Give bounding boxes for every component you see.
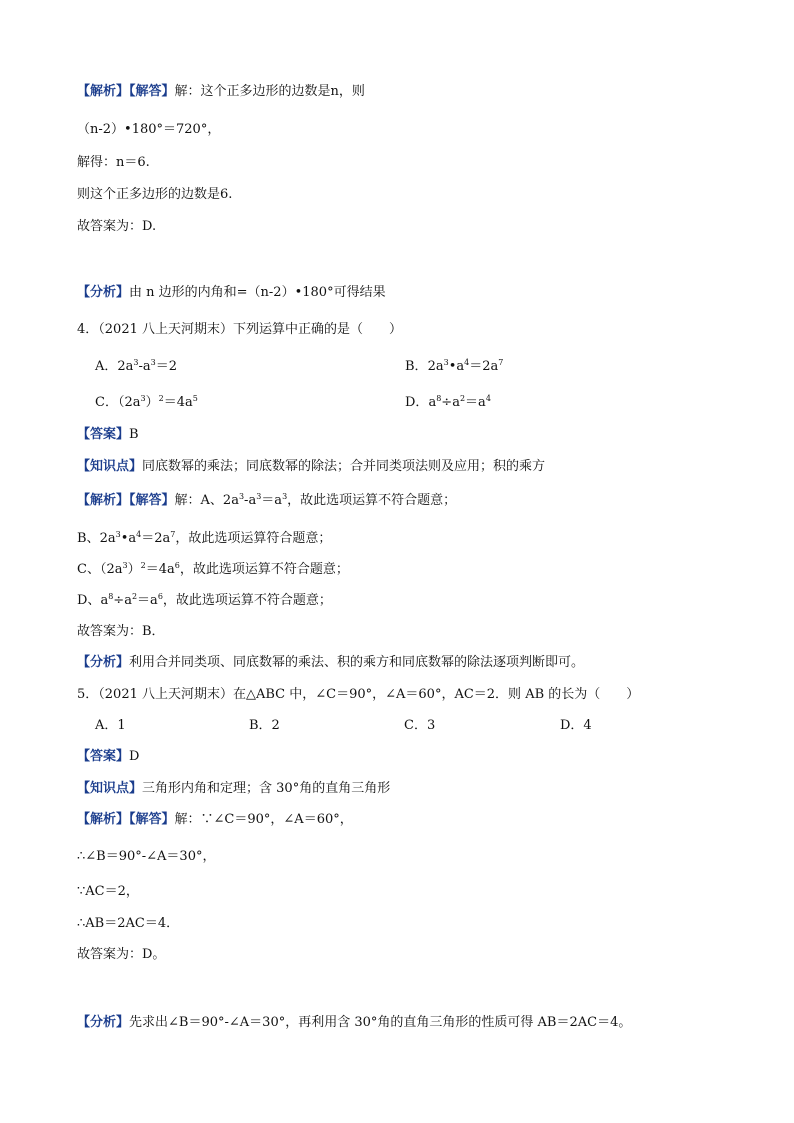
q4-answer [77, 426, 139, 444]
option-c-label: C． [95, 395, 118, 410]
q5-conclusion: 故答案为：D。 [77, 947, 166, 962]
q3-equation: （n-2）•180°＝720°， [77, 122, 221, 137]
q4-conclusion: 故答案为：B． [77, 624, 165, 639]
q4-option-b: B．$2a^3•a^4=2a^7$ [405, 358, 504, 374]
q3-result: 则这个正多边形的边数是6. [77, 187, 233, 202]
fenxi-tag: 【分析】 [77, 285, 130, 300]
option-b-label: B． [405, 359, 428, 374]
q4-line-d-prefix: D、 [77, 593, 101, 608]
zhishidian-tag: 【知识点】 [77, 459, 143, 474]
q4-analysis [77, 654, 584, 672]
q4-solution-prefix: 解：A、 [174, 493, 223, 508]
q3-solution-line [77, 83, 365, 101]
q3-solution-text: 解：这个正多边形的边数是n，则 [174, 84, 365, 99]
q5-option-b: B．2 [249, 718, 280, 733]
zhishidian-tag: 【知识点】 [77, 781, 143, 796]
fenxi-tag: 【分析】 [77, 1015, 130, 1030]
q5-solution-line [77, 811, 353, 829]
q4-line-b-suffix: ，故此选项运算符合题意； [175, 531, 332, 546]
q5-step-3: ∴AB＝2AC＝4． [77, 916, 180, 931]
q4-stem: 4．（2021 八上天河期末）下列运算中正确的是（ ） [77, 322, 402, 337]
q5-solution-text: 解：∵∠C＝90°，∠A＝60°， [174, 812, 353, 827]
q4-option-c: C．$(2a^3)^2=4a^5$ [95, 394, 198, 410]
fenxi-tag: 【分析】 [77, 655, 130, 670]
jiexi-tag: 【解析】 [77, 493, 130, 508]
daan-tag: 【答案】 [77, 427, 130, 442]
q5-answer-value: D [129, 749, 140, 764]
jieda-tag: 【解答】 [129, 812, 175, 827]
q5-step-1: ∴∠B＝90°-∠A＝30°， [77, 849, 216, 864]
q4-line-c-prefix: C、 [77, 562, 100, 577]
q5-option-d: D．4 [560, 718, 592, 733]
q5-option-c: C．3 [404, 718, 436, 733]
q3-analysis [77, 284, 386, 302]
q5-knowledge-text: 三角形内角和定理；含 30°角的直角三角形 [142, 781, 391, 796]
q4-analysis-text: 利用合并同类项、同底数幂的乘法、积的乘方和同底数幂的除法逐项判断即可。 [129, 655, 585, 670]
q3-analysis-text: 由 n 边形的内角和=（n-2）•180°可得结果 [129, 285, 386, 300]
q5-option-a: A．1 [95, 718, 126, 733]
q4-option-d: D．$a^8\div a^2=a^4$ [405, 394, 491, 410]
q4-solution-line: 【解析】【解答】解：A、$2a^3-a^3=a^3$，故此选项运算不符合题意； [77, 492, 457, 508]
q5-knowledge [77, 780, 390, 798]
q3-solve: 解得：n＝6. [77, 155, 150, 170]
q5-step-2: ∵AC＝2， [77, 884, 139, 899]
q3-conclusion: 故答案为：D. [77, 219, 157, 234]
q4-option-a: A．$2a^3-a^3=2$ [95, 358, 178, 374]
q4-line-b-prefix: B、 [77, 531, 100, 546]
q5-analysis [77, 1014, 631, 1032]
q4-line-b: B、$2a^3•a^4=2a^7$，故此选项运算符合题意； [77, 530, 332, 546]
q4-knowledge [77, 458, 545, 476]
q5-answer [77, 748, 139, 766]
daan-tag: 【答案】 [77, 749, 130, 764]
q5-analysis-text: 先求出∠B＝90°-∠A＝30°，再利用含 30°角的直角三角形的性质可得 AB＝2AC＝4。 [129, 1015, 632, 1030]
jiexi-tag: 【解析】 [77, 84, 130, 99]
q4-line-c-suffix: ，故此选项运算不符合题意； [179, 562, 349, 577]
jiexi-tag: 【解析】 [77, 812, 130, 827]
q4-line-c: C、$(2a^3)^2=4a^6$，故此选项运算不符合题意； [77, 561, 349, 577]
q4-answer-value: B [129, 427, 139, 442]
jieda-tag: 【解答】 [129, 493, 175, 508]
jieda-tag: 【解答】 [129, 84, 175, 99]
q5-stem: 5．（2021 八上天河期末）在△ABC 中，∠C＝90°，∠A＝60°，AC＝2．则 AB 的长为（ ） [77, 687, 640, 702]
q4-knowledge-text: 同底数幂的乘法；同底数幂的除法；合并同类项法则及应用；积的乘方 [142, 459, 546, 474]
q4-line-d-suffix: ，故此选项运算不符合题意； [162, 593, 332, 608]
q4-solution-suffix: ，故此选项运算不符合题意； [287, 493, 457, 508]
option-d-label: D． [405, 395, 429, 410]
option-a-label: A． [95, 359, 118, 374]
q4-line-d: D、$a^8\div a^2=a^6$，故此选项运算不符合题意； [77, 592, 332, 608]
